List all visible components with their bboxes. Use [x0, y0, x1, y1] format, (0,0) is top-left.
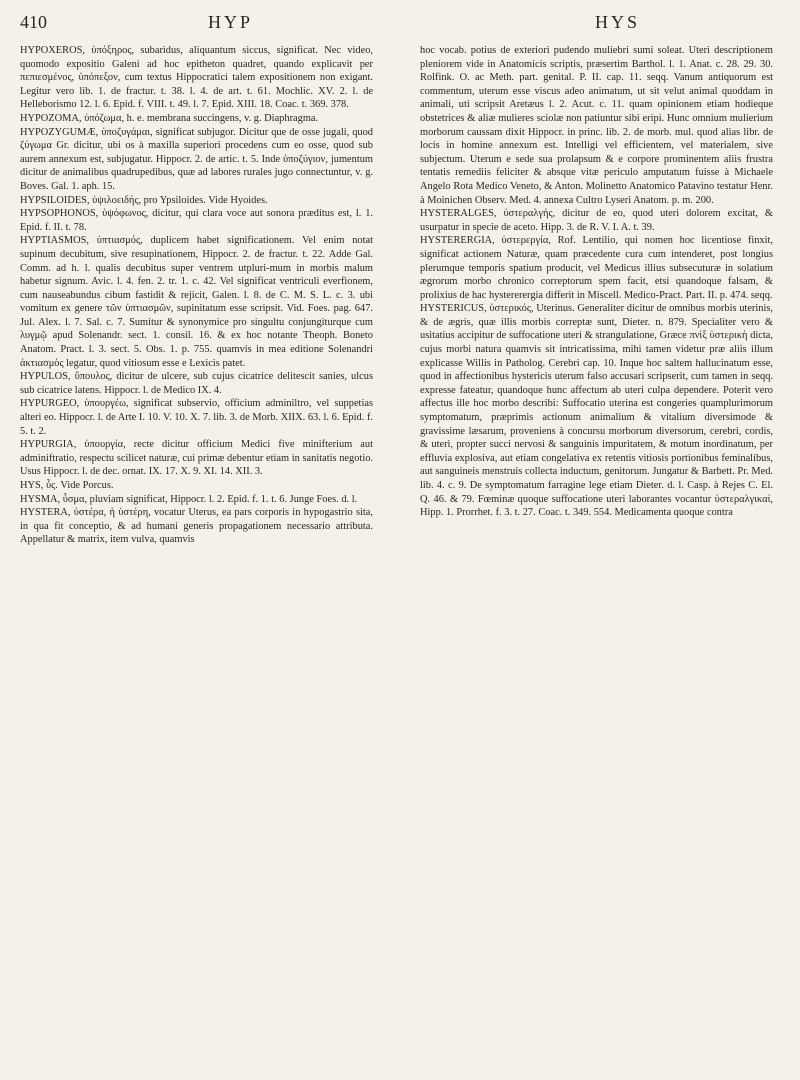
entry-hypurgia: HYPURGIA, ὑπουργία, recte dicitur officium Medici five minifterium aut adminiftratio, respectu scilicet naturæ, cui primæ debentur etiam in sanitatis negotio. Usus Hippocr. l. de dec. ornat. IX. 17. X. 9. XI. 14. XII. 3.: [20, 439, 373, 478]
entry-hypoxeros: HYPOXEROS, ὑπόξηρος, subaridus, aliquantum siccus, significat. Nec video, quomodo expositio Galeni ad hoc epitheton quadret, quando explicavit per πεπιεσμένος, ὑπόπεξον, cum textus Hippocratici talem expositionem non exigant. Legitur vero lib. 1. de fractur. t. 38. l. 4. de art. t. 61. Mochlic. XV. 2. l. de Helleborismo 12. l. 6. Epid. f. VIII. t. 49. l. 7. Epid. XIII. 18. Coac. t. 369. 378.: [20, 45, 373, 111]
entry-hypsiloides: HYPSILOIDES, ὑψιλοειδής, pro Ypsiloides. Vide Hyoides.: [20, 194, 268, 206]
page-number: 410: [20, 12, 47, 32]
entry-hystererergia: HYSTERERGIA, ὑστερεργία, Rof. Lentilio, qui nomen hoc licentiose finxit, significat actionem Naturæ, quam præcedente cura cum intenderet, post longius plerumque temporis spatium producit, vel Medicus illius subsecuturæ in solatium ægrorum morbo chronico correptorum spem facit, etsi quandoque falsam, & prolixius de hac hystererergia differit in Miscell. Medico-Pract. Part. II. p. 474. seqq.: [420, 235, 773, 301]
entry-hypozygumae: HYPOZYGUMÆ, ὑποζυγάμαι, significat subjugor. Dicitur que de osse jugali, quod ζύγωμα Gr. dicitur, ubi os à maxilla superiori procedens cum eo osse, quod sub aurem annexum est, subjugatur. Hippocr. 2. de artic. t. 5. Inde ὑποζύγιον, jumentum dicitur de animalibus quadrupedibus, quæ ad labores rurales jugo connectuntur, v. g. Boves. Gal. 1. aph. 15.: [20, 126, 373, 192]
entry-hypozoma: HYPOZOMA, ὑπόζωμα, h. e. membrana succingens, v. g. Diaphragma.: [20, 112, 319, 124]
entry-hypurgeo: HYPURGEO, ὑπουργέω, significat subservio, officium adminiltro, vel suppetias alteri eo. Hippocr. l. de Arte I. 10. V. 10. X. 7. lib. 3. de Morb. XIIX. 63. l. 6. Epid. f. 5. t. 2.: [20, 398, 373, 437]
entry-hypulos: HYPULOS, ὕπουλος, dicitur de ulcere, sub cujus cicatrice delitescit sanies, ulcus sub cicatrice latens. Hippocr. l. de Medico IX. 4.: [20, 371, 373, 396]
running-head-right: HYS: [595, 12, 641, 32]
entry-hystera: HYSTERA, ὑστέρα, ἡ ὑστέρη, vocatur Uterus, ea pars corporis in hypogastrio sita, in qua fit conceptio, & ad humani generis propagationem necessario attributa. Appellatur & matrix, item vulva, quamvis: [20, 507, 373, 546]
entry-hystericus: HYSTERICUS, ὑστερικός, Uterinus. Generaliter dicitur de omnibus morbis uterinis, & de ægris, quæ illis morbis correptæ sunt, Dieter. n. 879. Specialiter vero & usitatius accipitur de suffocatione uteri & strangulatione, Græce πνὶξ ὑστερικὴ dicta, cujus morbi natura quamvis sit intricatissima, mihi tamen videtur præ aliis illum explicasse Willis in Patholog. Cerebri cap. 10. Inque hoc saltem hallucinatum esse, quod in affectionibus hystericis uterum falso accusari scripserit, cum tamen in seqq. expresse fateatur, quandoque hunc affectum ab uteri culpa dependere. Poterit vero affectus ille hoc morbo describi: Suffocatio uterina est congeries quamplurimorum symptomatum, præprimis actionum animalium & vitalium diversimode & gravissime læsarum, proveniens à concursu morborum diversorum, cerebri, cordis, & uteri, propter succi nervosi & sanguinis impuritatem, & motum inordinatum, per effluvia explosiva, aut etiam congelativa ex retentis vitiosis portionibus feminalibus, aut sanguineis menstruis collecta inductum, genitorum. Jungatur & Barbett. Pr. Med. lib. 4. c. 9. De symptomatum farragine lege etiam Dieter. d. l. Casp. à Rejes C. El. Q. 46. & 79. Fœminæ quoque suffocatione uteri laborantes vocantur ὑστεραλγικαί, Hipp. 1. Prorrhet. f. 3. t. 27. Coac. t. 349. 554. Medicamenta quoque contra: [420, 303, 773, 519]
entry-hypsophonos: HYPSOPHONOS, ὑψόφωνος, dicitur, qui clara voce aut sonora præditus est, l. 1. Epid. f. II. t. 78.: [20, 208, 373, 233]
right-column: [420, 44, 773, 1074]
left-column: [20, 44, 373, 1074]
entry-hys: HYS, ὗς. Vide Porcus.: [20, 480, 114, 491]
running-head-left: HYP: [208, 12, 254, 32]
entry-hyptiasmos: HYPTIASMOS, ὑπτιασμός, duplicem habet significationem. Vel enim notat supinum decubitum, sive resupinationem, Hippocr. 2. de fractur. t. 22. Adde Gal. Comm. ad h. l. qualis decubitus super ventrem utpluri-mum in morbis malum habetur signum. Avic. l. 4. fen. 2. tr. 1. c. 42. Vel significat ventriculi everfionem, cum nauseabundus cibum fastidit & rejicit, Galen. l. 8. de C. M. S. L. c. 3. ubi vomitum ex genere τῶν ὑπτιασμῶν, supinitatum esse scripsit. Vid. Foes. pag. 647. Jul. Alex. l. 7. Sal. c. 7. Sumitur & synonymice pro singultu conjungiturque cum λυγμῷ apud Solenandr. sect. 1. consil. 16. & ex hoc notante Theoph. Boneto Anatom. Pract. l. 3. sect. 5. Obs. 1. p. 755. quamvis in mea editione Solenandri ἀκτιασμὸς legatur, quod vitiosum esse e Lexicis patet.: [20, 235, 373, 369]
entry-hysteralges: HYSTERALGES, ὑστεραλγής, dicitur de eo, quod uteri dolorem excitat, & usurpatur in specie de aceto. Hipp. 3. de R. V. I. A. t. 39.: [420, 208, 773, 233]
entry-hystera-continued: hoc vocab. potius de exteriori pudendo muliebri sumi soleat. Uteri descriptionem pleniorem vide in Anatomicis scriptis, præsertim Barthol. l. 1. Anat. c. 28. 29. 30. Rolfink. O. ac Meth. part. genital. P. II. cap. 11. seqq. Vanum antiquorum est commentum, uterum esse viscus adeo animatum, ut sit velut animal quoddam in animali, uti scripsit Aretæus l. 2. Acut. c. 11. quam opinionem etiam hodieque obstetrices & aliæ mulieres sciolæ non patiuntur sibi eripi. Hunc omnium mulierium morborum caussam dixit Hippocr. in princ. lib. 2. de morb. mul. quod alias libr. de locis in homine annexum est. Intelligi vel efficientem, vel materialem, sive subjectum. Uterum e sede sua prolapsum & e corpore prominentem aliis frustra tentatis remediis feliciter & absque vitæ periculo amputatum fuisse à Michaele Angelo Rota Medico Veneto, & Anton. Molinetto Anatomico Patavino testatur Henr. à Moinichen Observ. Med. 4. annexa Cultro Lyseri Anatom. p. m. 200.: [420, 45, 773, 206]
page-header: [0, 0, 800, 40]
entry-hysma: HYSMA, ὗσμα, pluviam significat, Hippocr. l. 2. Epid. f. 1. t. 6. Junge Foes. d. l.: [20, 493, 358, 505]
